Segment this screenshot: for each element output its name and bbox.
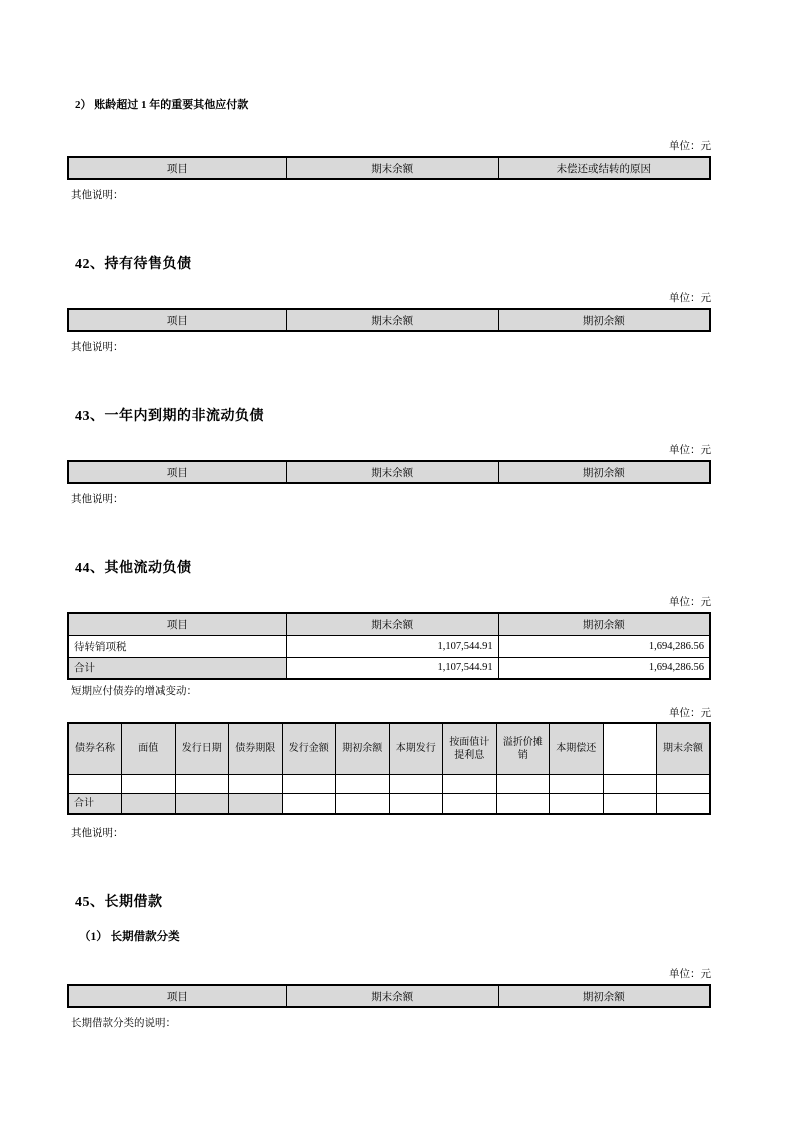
table-cell bbox=[122, 793, 176, 814]
column-header-closing-balance: 期末余额 bbox=[286, 157, 498, 179]
total-row-label: 合计 bbox=[68, 793, 122, 814]
table-header-row bbox=[68, 985, 710, 1007]
table-cell bbox=[175, 793, 229, 814]
other-note-label: 其他说明： bbox=[71, 342, 124, 353]
column-header-item: 项目 bbox=[68, 309, 286, 331]
column-header-issue-date: 发行日期 bbox=[175, 723, 229, 774]
column-header-face-value: 面值 bbox=[122, 723, 176, 774]
closing-balance-total: 1,107,544.91 bbox=[286, 657, 498, 679]
column-header-item: 项目 bbox=[68, 157, 286, 179]
unit-label: 单位：元 bbox=[669, 293, 711, 304]
table-cell bbox=[496, 793, 550, 814]
column-header-bond-name: 债券名称 bbox=[68, 723, 122, 774]
column-header-item: 项目 bbox=[68, 985, 286, 1007]
table-cell bbox=[657, 774, 711, 793]
table-cell bbox=[282, 774, 336, 793]
column-header-item: 项目 bbox=[68, 613, 286, 635]
table-total-row bbox=[68, 793, 710, 814]
column-header-closing-balance: 期末余额 bbox=[286, 461, 498, 483]
column-header-closing-balance: 期末余额 bbox=[286, 985, 498, 1007]
column-header-closing-balance: 期末余额 bbox=[286, 309, 498, 331]
table-cell bbox=[229, 774, 283, 793]
short-term-bonds-table bbox=[67, 722, 711, 815]
unit-label: 单位：元 bbox=[669, 708, 711, 719]
section-title-other-payables-aging: 2） 账龄超过 1 年的重要其他应付款 bbox=[75, 99, 249, 111]
table-cell bbox=[389, 793, 443, 814]
column-header-current-repayment: 本期偿还 bbox=[550, 723, 604, 774]
column-header-bond-term: 债券期限 bbox=[229, 723, 283, 774]
other-note-label: 其他说明： bbox=[71, 494, 124, 505]
column-header-current-issue: 本期发行 bbox=[389, 723, 443, 774]
table-cell bbox=[496, 774, 550, 793]
table-cell bbox=[282, 793, 336, 814]
table-row bbox=[68, 635, 710, 657]
table-cell bbox=[657, 793, 711, 814]
column-header-opening-balance: 期初余额 bbox=[498, 309, 710, 331]
table-total-row bbox=[68, 657, 710, 679]
table-cell bbox=[122, 774, 176, 793]
noncurrent-liabilities-table bbox=[67, 460, 711, 484]
other-note-label: 其他说明： bbox=[71, 828, 124, 839]
column-header-opening-balance: 期初余额 bbox=[498, 461, 710, 483]
unit-label: 单位：元 bbox=[669, 597, 711, 608]
classification-note-label: 长期借款分类的说明： bbox=[71, 1018, 176, 1029]
column-header-blank bbox=[603, 723, 657, 774]
table-header-row bbox=[68, 309, 710, 331]
table-cell bbox=[443, 793, 497, 814]
table-header-row bbox=[68, 461, 710, 483]
opening-balance-value: 1,694,286.56 bbox=[498, 635, 710, 657]
table-cell bbox=[603, 774, 657, 793]
section-title-43: 43、一年内到期的非流动负债 bbox=[75, 409, 264, 424]
column-header-issue-amount: 发行金额 bbox=[282, 723, 336, 774]
table-cell bbox=[389, 774, 443, 793]
total-row-label: 合计 bbox=[68, 657, 286, 679]
subsection-title-long-term-borrowings-classification: （1） 长期借款分类 bbox=[79, 931, 180, 943]
table-cell bbox=[603, 793, 657, 814]
held-for-sale-liabilities-table bbox=[67, 308, 711, 332]
table-cell bbox=[550, 774, 604, 793]
other-current-liabilities-table bbox=[67, 612, 711, 680]
column-header-closing-balance: 期末余额 bbox=[286, 613, 498, 635]
other-payables-aging-table bbox=[67, 156, 711, 180]
column-header-opening-balance: 期初余额 bbox=[498, 613, 710, 635]
table-cell bbox=[68, 774, 122, 793]
table-empty-row bbox=[68, 774, 710, 793]
table-cell bbox=[336, 793, 390, 814]
row-item-pending-vat: 待转销项税 bbox=[68, 635, 286, 657]
table-header-row bbox=[68, 723, 710, 774]
section-title-44: 44、其他流动负债 bbox=[75, 561, 192, 576]
column-header-item: 项目 bbox=[68, 461, 286, 483]
closing-balance-value: 1,107,544.91 bbox=[286, 635, 498, 657]
table-cell bbox=[336, 774, 390, 793]
table-header-row bbox=[68, 613, 710, 635]
section-title-42: 42、持有待售负债 bbox=[75, 257, 192, 272]
column-header-reason: 未偿还或结转的原因 bbox=[498, 157, 710, 179]
column-header-interest-at-face: 按面值计提利息 bbox=[443, 723, 497, 774]
table-cell bbox=[229, 793, 283, 814]
table-cell bbox=[175, 774, 229, 793]
unit-label: 单位：元 bbox=[669, 969, 711, 980]
other-note-label: 其他说明： bbox=[71, 190, 124, 201]
column-header-premium-amortization: 溢折价摊销 bbox=[496, 723, 550, 774]
unit-label: 单位：元 bbox=[669, 141, 711, 152]
column-header-closing-balance: 期末余额 bbox=[657, 723, 711, 774]
table-header-row bbox=[68, 157, 710, 179]
long-term-borrowings-table bbox=[67, 984, 711, 1008]
unit-label: 单位：元 bbox=[669, 445, 711, 456]
column-header-opening-balance: 期初余额 bbox=[336, 723, 390, 774]
table-cell bbox=[443, 774, 497, 793]
table-cell bbox=[550, 793, 604, 814]
bond-change-caption: 短期应付债券的增减变动： bbox=[71, 686, 197, 697]
section-title-45: 45、长期借款 bbox=[75, 895, 163, 910]
column-header-opening-balance: 期初余额 bbox=[498, 985, 710, 1007]
opening-balance-total: 1,694,286.56 bbox=[498, 657, 710, 679]
